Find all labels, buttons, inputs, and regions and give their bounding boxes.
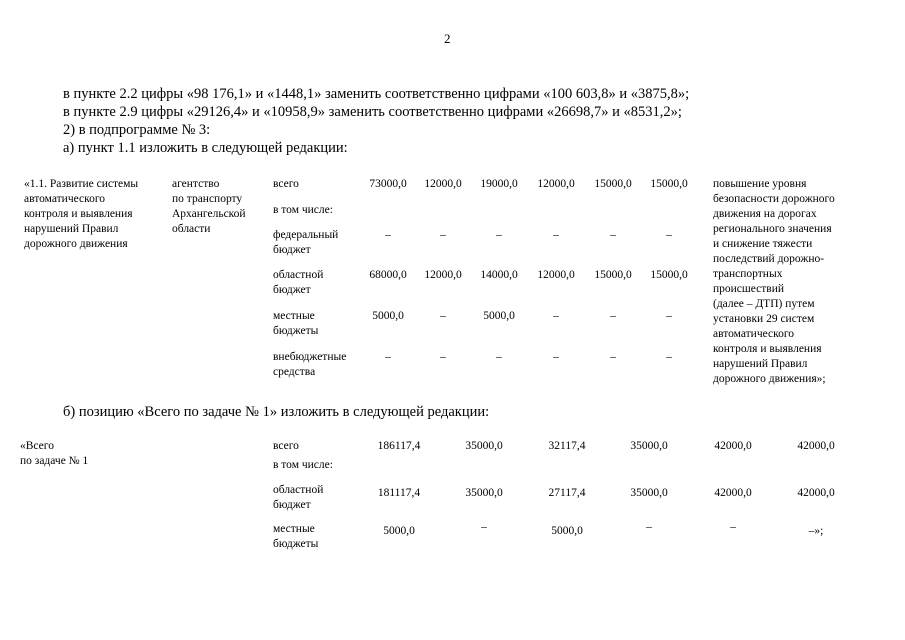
table1-cell: 15000,0 — [594, 178, 632, 190]
table2-row-label: всего — [273, 440, 299, 452]
table1-cell: 19000,0 — [480, 178, 518, 190]
table1-item-name: «1.1. Развитие системы автоматического контроля и выявления нарушений Правил дорожного движения — [24, 178, 139, 250]
table2-cell: 42000,0 — [714, 487, 752, 499]
table1-cell: – — [440, 351, 446, 363]
table2-cell: 42000,0 — [797, 487, 835, 499]
table1-row-label: местные бюджеты — [273, 310, 319, 337]
table2-cell: – — [481, 521, 487, 533]
table1-row-label: внебюджетные средства — [273, 351, 347, 378]
table2-cell: 35000,0 — [630, 487, 668, 499]
table1-cell: – — [666, 351, 672, 363]
table1-cell: – — [496, 229, 502, 241]
table1-cell: – — [440, 310, 446, 322]
table1-cell: – — [610, 351, 616, 363]
paragraph-item-a: а) пункт 1.1 изложить в следующей редакции: — [63, 140, 348, 156]
table1-cell: – — [610, 310, 616, 322]
table2-cell: 35000,0 — [465, 487, 503, 499]
paragraph-item-b: б) позицию «Всего по задаче № 1» изложить в следующей редакции: — [63, 404, 490, 420]
table1-cell: – — [553, 351, 559, 363]
table1-cell: 12000,0 — [424, 269, 462, 281]
table1-cell: – — [610, 229, 616, 241]
table1-cell: 12000,0 — [537, 269, 575, 281]
table2-cell: 27117,4 — [548, 487, 586, 499]
table1-cell: 5000,0 — [483, 310, 515, 322]
table2-item-name: «Всего по задаче № 1 — [20, 440, 89, 467]
page-number: 2 — [444, 31, 451, 46]
table2-row-label: местные бюджеты — [273, 523, 319, 550]
table2-cell: – — [646, 521, 652, 533]
table2-cell: 35000,0 — [465, 440, 503, 452]
table1-cell: – — [553, 229, 559, 241]
table1-cell: – — [553, 310, 559, 322]
table1-cell: – — [385, 229, 391, 241]
table2-cell: 42000,0 — [797, 440, 835, 452]
table1-cell: – — [666, 310, 672, 322]
table1-agency: агентство по транспорту Архангельской области — [172, 178, 246, 235]
table1-cell: 14000,0 — [480, 269, 518, 281]
table1-expected-result: повышение уровня безопасности дорожного движения на дорогах регионального значения и снижение тяжести последствий дорожно- транспортных происшествий (далее – ДТП) путем установки 29 систем автоматического контроля и выявления нарушений Правил дорожного движения»; — [713, 178, 835, 385]
table1-cell: – — [440, 229, 446, 241]
table1-cell: – — [496, 351, 502, 363]
paragraph-2-2: в пункте 2.2 цифры «98 176,1» и «1448,1» заменить соответственно цифрами «100 603,8» и «3875,8»; — [63, 86, 690, 102]
table2-cell: 42000,0 — [714, 440, 752, 452]
table1-row-label: федеральный бюджет — [273, 229, 339, 256]
table2-cell: 35000,0 — [630, 440, 668, 452]
paragraph-2-9: в пункте 2.9 цифры «29126,4» и «10958,9» заменить соответственно цифрами «26698,7» и «8531,2»; — [63, 104, 682, 120]
table1-cell: 12000,0 — [537, 178, 575, 190]
table1-cell: 15000,0 — [650, 269, 688, 281]
table1-cell: 15000,0 — [594, 269, 632, 281]
paragraph-subprogram-3: 2) в подпрограмме № 3: — [63, 122, 211, 138]
table1-cell: 12000,0 — [424, 178, 462, 190]
table2-cell: 32117,4 — [548, 440, 586, 452]
table1-cell: 5000,0 — [372, 310, 404, 322]
table2-cell: 181117,4 — [377, 487, 421, 499]
table1-row-label: в том числе: — [273, 204, 333, 216]
table2-cell: 186117,4 — [377, 440, 421, 452]
table1-cell: 73000,0 — [369, 178, 407, 190]
table1-cell: 68000,0 — [369, 269, 407, 281]
table1-row-label: всего — [273, 178, 299, 190]
table2-cell: –»; — [808, 525, 824, 537]
table2-row-label: областной бюджет — [273, 484, 324, 511]
table2-cell: – — [730, 521, 736, 533]
table2-row-label: в том числе: — [273, 459, 333, 471]
table2-cell: 5000,0 — [383, 525, 415, 537]
table1-cell: – — [385, 351, 391, 363]
table2-cell: 5000,0 — [551, 525, 583, 537]
table1-cell: 15000,0 — [650, 178, 688, 190]
table1-row-label: областной бюджет — [273, 269, 324, 296]
table1-cell: – — [666, 229, 672, 241]
